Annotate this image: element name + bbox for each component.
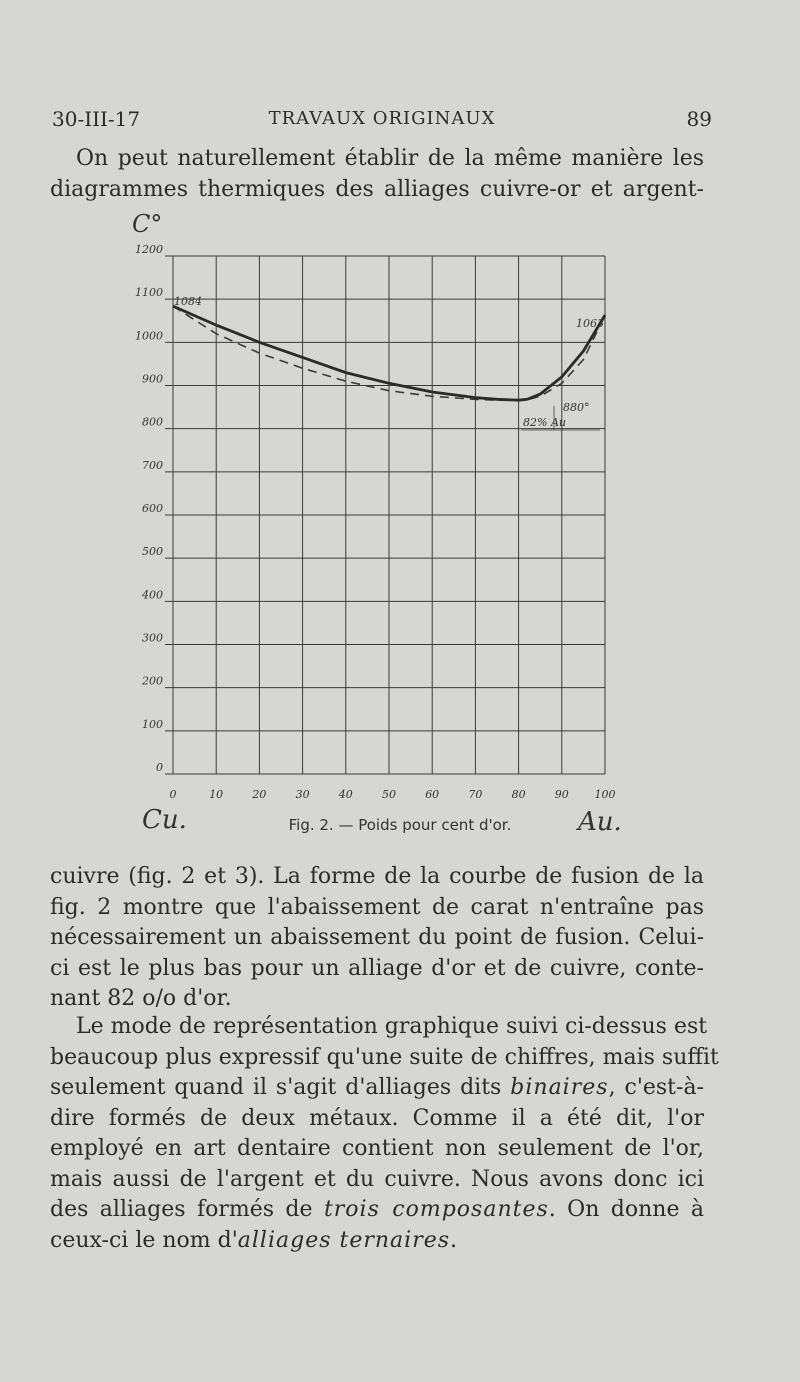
- x-tick-label: 0: [169, 788, 177, 801]
- text-line: dire formés de deux métaux. Comme il a été dit, l'or: [50, 1105, 704, 1131]
- text-line: nant 82 o/o d'or.: [50, 986, 232, 1011]
- x-tick-label: 10: [209, 788, 224, 801]
- y-tick-label: 200: [142, 674, 163, 688]
- annotation-cu-mp: 1084: [174, 295, 202, 308]
- melting-diagram: [132, 210, 640, 850]
- x-tick-label: 100: [594, 788, 616, 801]
- page-number: 89: [686, 107, 712, 131]
- annotation-min-temp: 880°: [563, 401, 590, 414]
- text-line: ceux-ci le nom d'alliages ternaires.: [50, 1227, 458, 1253]
- x-tick-label: 60: [425, 788, 440, 801]
- text-line: beaucoup plus expressif qu'une suite de chiffres, mais suffit: [50, 1044, 719, 1070]
- text-line: nécessairement un abaissement du point de fusion. Celui-: [50, 925, 704, 950]
- x-tick-label: 20: [252, 788, 267, 801]
- chart-grid: [165, 256, 605, 774]
- text-line: ci est le plus bas pour un alliage d'or et de cuivre, conte-: [50, 955, 704, 981]
- annotation-au-mp: 1063: [576, 317, 604, 330]
- y-tick-label: 1100: [135, 286, 163, 300]
- x-tick-label: 50: [382, 788, 396, 801]
- y-tick-label: 600: [142, 502, 163, 515]
- y-tick-label: 0: [156, 761, 163, 774]
- y-tick-label: 400: [142, 588, 163, 602]
- paragraph-intro: [50, 144, 704, 205]
- y-tick-labels: [135, 243, 163, 774]
- x-tick-label: 70: [468, 788, 483, 801]
- text-line: employé en art dentaire contient non seulement de l'or,: [50, 1136, 704, 1161]
- x-tick-labels: [170, 788, 616, 801]
- y-unit-label: C°: [132, 210, 163, 238]
- figure-caption: Fig. 2. — Poids pour cent d'or.: [288, 816, 512, 834]
- au-label: Au.: [578, 807, 622, 837]
- paragraph-ternary: [50, 1012, 719, 1256]
- x-tick-label: 80: [511, 788, 526, 801]
- y-tick-label: 900: [142, 372, 163, 386]
- text-line: On peut naturellement établir de la même manière les: [76, 146, 704, 171]
- y-tick-label: 300: [142, 631, 163, 645]
- x-tick-label: 90: [554, 788, 569, 801]
- emphasis-alliages-ternaires: alliages ternaires: [237, 1227, 451, 1253]
- cu-label: Cu.: [142, 805, 187, 835]
- text-line: Le mode de représentation graphique suivi ci-dessus est: [76, 1014, 708, 1039]
- y-tick-label: 800: [142, 415, 163, 429]
- text-line: des alliages formés de trois composantes. On donne à: [50, 1197, 705, 1222]
- y-tick-label: 1000: [135, 329, 163, 343]
- text-line: diagrammes thermiques des alliages cuivre-or et argent-: [50, 176, 704, 202]
- y-tick-label: 500: [142, 545, 163, 559]
- running-head-date: 30-III-17: [52, 107, 141, 131]
- text-line: fig. 2 montre que l'abaissement de carat n'entraîne pas: [50, 894, 704, 920]
- text-line: cuivre (fig. 2 et 3). La forme de la courbe de fusion de la: [50, 864, 704, 889]
- annotation-min-comp: 82% Au: [523, 416, 566, 429]
- x-tick-label: 40: [338, 788, 353, 801]
- running-head-title: TRAVAUX ORIGINAUX: [268, 108, 496, 129]
- emphasis-binaires: binaires: [510, 1075, 609, 1100]
- y-tick-label: 700: [142, 458, 163, 472]
- y-tick-label: 1200: [135, 243, 163, 256]
- emphasis-trois-composantes: trois composantes: [323, 1197, 549, 1222]
- text-line: seulement quand il s'agit d'alliages dits binaires, c'est-à-: [50, 1075, 704, 1100]
- running-head: [52, 107, 712, 135]
- x-tick-label: 30: [295, 788, 310, 801]
- text-line: mais aussi de l'argent et du cuivre. Nous avons donc ici: [50, 1166, 704, 1192]
- paragraph-fusion: [50, 862, 704, 1015]
- y-tick-label: 100: [142, 717, 163, 731]
